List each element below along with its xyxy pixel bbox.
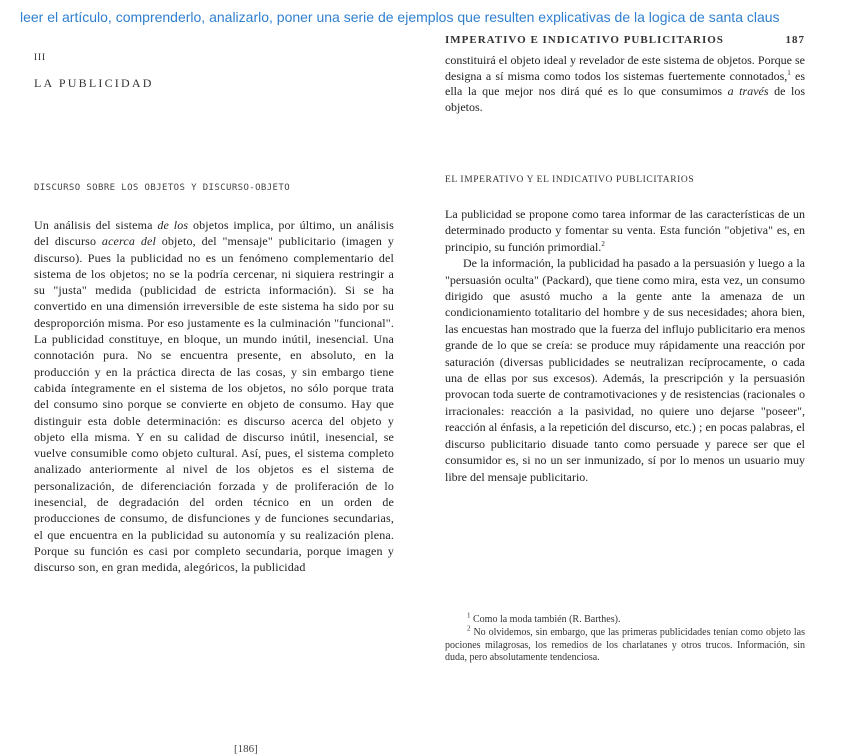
left-page	[34, 52, 394, 755]
running-head	[445, 34, 805, 46]
footnote-1-num: 1	[467, 611, 471, 620]
left-body-em-2: acerca del	[101, 234, 156, 249]
footnote-ref-1: 1	[787, 68, 791, 77]
paragraph-1	[445, 206, 805, 255]
left-body-text	[34, 217, 394, 576]
chapter-number: III	[34, 52, 46, 62]
right-body-text	[445, 206, 805, 485]
running-head-title: IMPERATIVO E INDICATIVO PUBLICITARIOS	[445, 34, 724, 46]
left-body-seg-1: Un análisis del sistema	[34, 218, 158, 232]
right-page	[445, 34, 805, 664]
right-intro-em: a través	[727, 84, 769, 99]
left-body-seg-3: objeto, del "mensaje" publicitario (imagen y discurso). Pues la publicidad no es un fenómeno complementario del sistema de los objetos; no se la podría cercenar, ni siquiera restringir a su "justa" medida (publicidad de estricta información). Si se ha convertido en una dimensión irreversible de este sistema ha sido por su desproporción misma. Por eso justamente es la culminación "funcional". La publicidad constituye, en bloque, un mundo inútil, inesencial. Una connotación pura. No se encuentra presente, en absoluto, en la producción y en la práctica directa de las cosas, y sin embargo tiene cabida íntegramente en el sistema de los objetos, no sólo porque trata del consumo sino porque se convierte en objeto de consumo. Hay que distinguir esta doble determinación: es discurso acerca del objeto y objeto ella misma. Y en su calidad de discurso inútil, inesencial, se vuelve consumible como objeto cultural. Así, pues, el sistema completo analizado anteriormente al nivel de los objetos es el sistema de personalización, de diferenciación forzada y de proliferación de lo inesencial, de degradación del orden técnico en un orden de producciones de consumo, de disfunciones y de funciones secundarias, el que encuentra en la publicidad su autonomía y su realización plena. Porque su función es casi por completo secundaria, porque imagen y discurso son, en gran medida, alegóricos, la publicidad	[34, 234, 394, 575]
footnotes	[445, 611, 805, 665]
paragraph-2: De la información, la publicidad ha pasado a la persuasión y luego a la "persuasión oculta" (Packard), que tiene como mira, esta vez, un consumo dirigido que asustó mucho a la gente ante la amenaza de un condicionamiento totalitario del hombre y de sus necesidades; ahora bien, las encuestas han mostrado que la fuerza del influjo publicitario era menos grande de lo que se creía: se produce muy rápidamente una reacción por saturación (diversas publicidades se neutralizan recíprocamente, o cada una de ellas por sus excesos). Además, la prescripción y la persuasión provocan toda suerte de contramotivaciones y de resistencias (racionales o irracionales: reacción a la pasividad, no quiere uno dejarse "poseer", reacción al énfasis, a la repetición del discurso, etc.) ; en pocas palabras, el discurso publicitario disuade tanto como persuade y parece ser que el consumidor es, si no un ser inmunizado, sí por lo menos un usuario muy libre del mensaje publicitario.	[445, 256, 805, 484]
left-body-seg-2: objetos implica, por último, un análisis del discurso	[34, 218, 394, 249]
footnote-ref-2: 2	[601, 239, 605, 248]
right-intro-seg-2: es ella la que mejor nos dirá qué es lo que consumimos	[445, 68, 805, 99]
left-section-title: DISCURSO SOBRE LOS OBJETOS Y DISCURSO-OBJETO	[34, 183, 291, 193]
right-intro-seg-1: constituirá el objeto ideal y revelador de este sistema de objetos. Porque se designa a sí misma como todos los sistemas fuertemente connotados,	[445, 53, 805, 83]
right-intro-text	[445, 53, 805, 115]
footnote-1	[445, 611, 805, 627]
chapter-title: LA PUBLICIDAD	[34, 76, 154, 90]
footnote-2-num: 2	[467, 624, 471, 633]
right-intro-seg-3: de los objetos.	[445, 84, 805, 114]
left-page-number: [186]	[234, 743, 258, 755]
annotation-note: leer el artículo, comprenderlo, analizarlo, poner una serie de ejemplos que resulten explicativas de la logica de santa claus	[20, 9, 780, 25]
footnote-1-text: Como la moda también (R. Barthes).	[473, 614, 621, 625]
footnote-2-text: No olvidemos, sin embargo, que las primeras publicidades tenían como objeto las pociones milagrosas, los remedios de los charlatanes y otros trucos. Información, sin duda, pero absolutamente tendenciosa.	[445, 626, 805, 664]
left-body-em-1: de los	[157, 218, 189, 232]
right-section-title: EL IMPERATIVO Y EL INDICATIVO PUBLICITARIOS	[445, 175, 695, 185]
right-page-number: 187	[785, 34, 805, 46]
paragraph-1-text: La publicidad se propone como tarea informar de las características de un determinado producto y fomentar su venta. Esta función "objetiva" es, en principio, su función primordial.	[445, 207, 805, 254]
footnote-2	[445, 624, 805, 665]
